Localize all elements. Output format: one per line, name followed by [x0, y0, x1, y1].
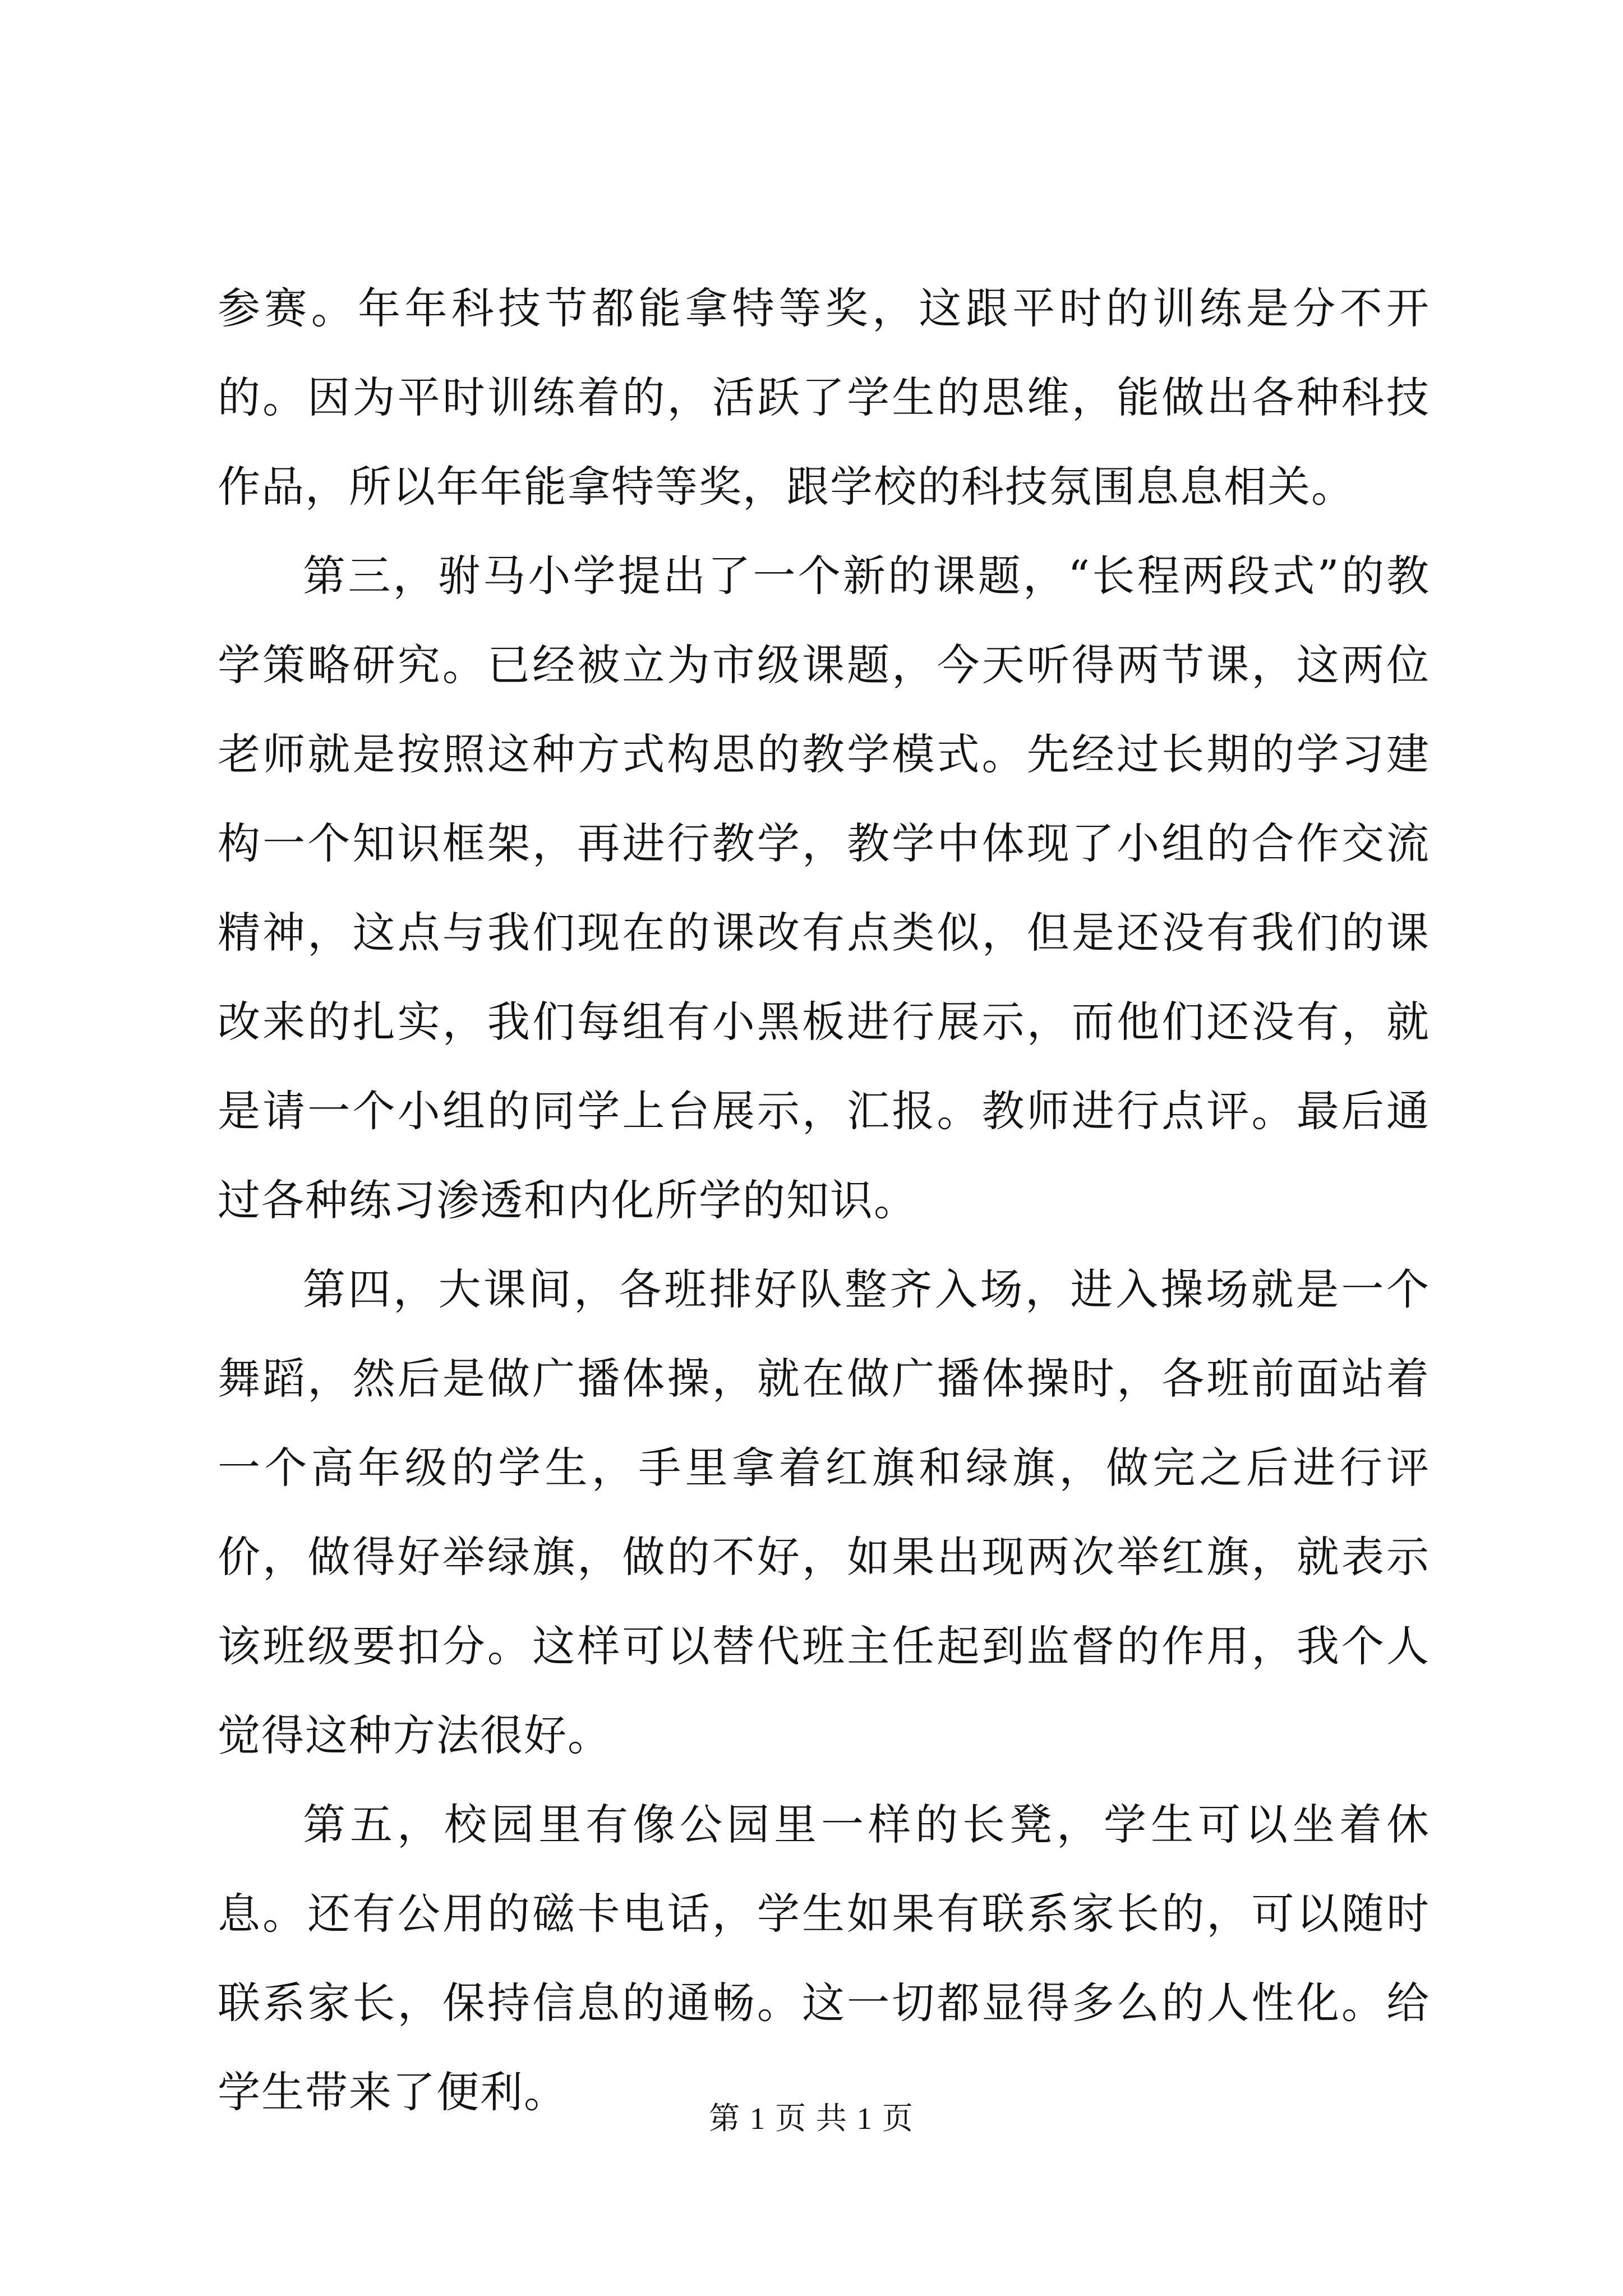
document-body	[218, 264, 1430, 2137]
paragraph-4: 第五，校园里有像公园里一样的长凳，学生可以坐着休息。还有公用的磁卡电话，学生如果有联系家长的，可以随时联系家长，保持信息的通畅。这一切都显得多么的人性化。给学生带来了便利。	[218, 1800, 1430, 2117]
page-footer: 第 1 页 共 1 页	[709, 2101, 914, 2136]
paragraph-2: 第三，驸马小学提出了一个新的课题，“长程两段式”的教学策略研究。已经被立为市级课题，今天听得两节课，这两位老师就是按照这种方式构思的教学模式。先经过长期的学习建构一个知识框架，再进行教学，教学中体现了小组的合作交流精神，这点与我们现在的课改有点类似，但是还没有我们的课改来的扎实，我们每组有小黑板进行展示，而他们还没有，就是请一个小组的同学上台展示，汇报。教师进行点评。最后通过各种练习渗透和内化所学的知识。	[218, 551, 1430, 1225]
paragraph-3: 第四，大课间，各班排好队整齐入场，进入操场就是一个舞蹈，然后是做广播体操，就在做广播体操时，各班前面站着一个高年级的学生，手里拿着红旗和绿旗，做完之后进行评价，做得好举绿旗，做的不好，如果出现两次举红旗，就表示该班级要扣分。这样可以替代班主任起到监督的作用，我个人觉得这种方法很好。	[218, 1264, 1430, 1760]
paragraph-1: 参赛。年年科技节都能拿特等奖，这跟平时的训练是分不开的。因为平时训练着的，活跃了学生的思维，能做出各种科技作品，所以年年能拿特等奖，跟学校的科技氛围息息相关。	[218, 283, 1430, 512]
